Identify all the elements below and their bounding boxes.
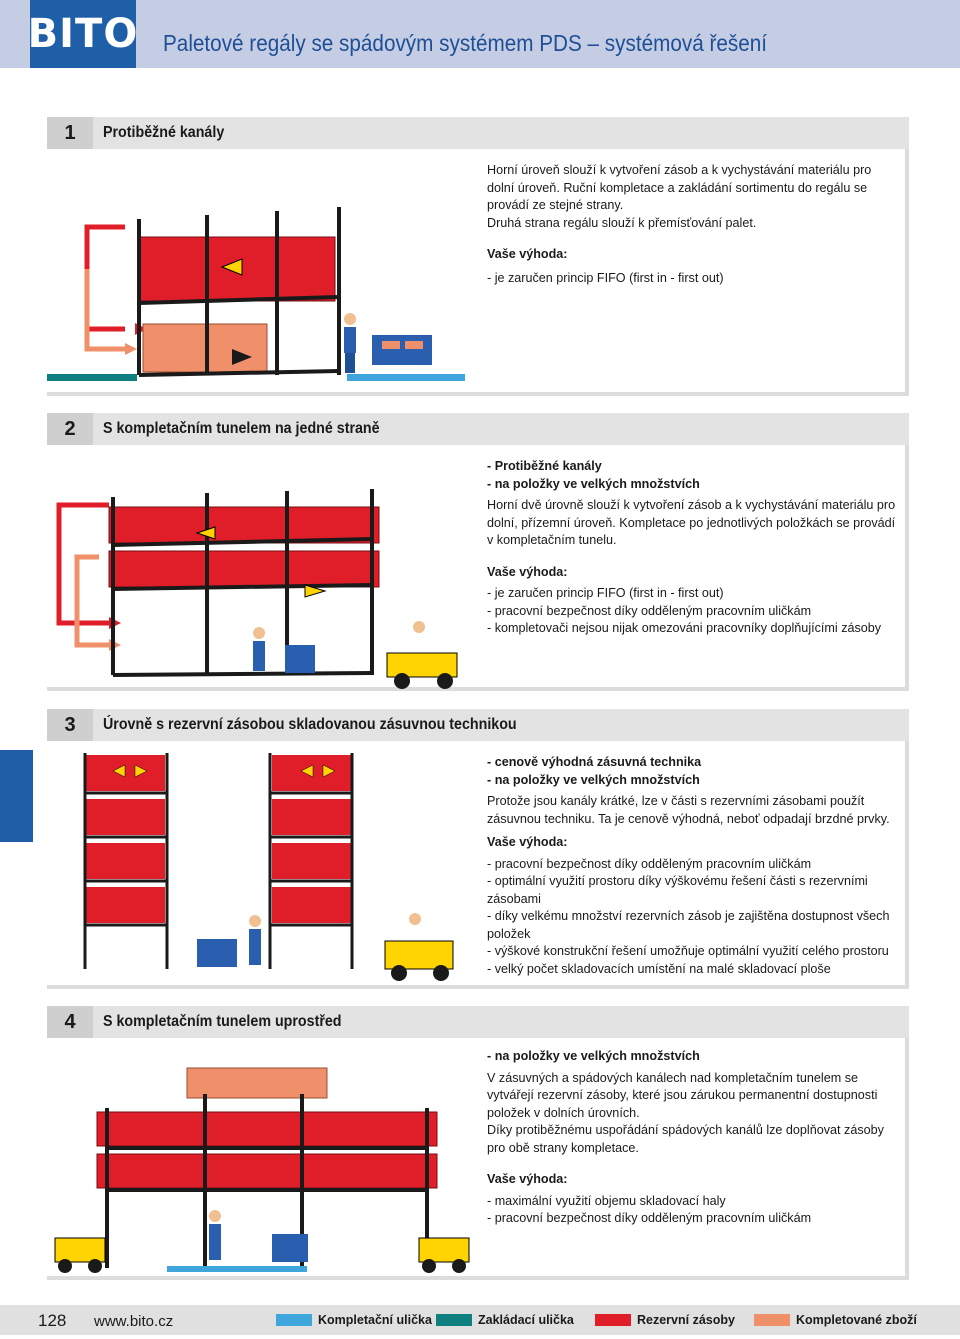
section-text [487, 1048, 897, 1228]
section-number: 2 [47, 413, 93, 445]
website-link[interactable]: www.bito.cz [94, 1313, 174, 1330]
legend-label-reserve-stock: Rezervní zásoby [637, 1313, 735, 1327]
chapter-tab [0, 750, 33, 842]
paragraph: Horní dvě úrovně slouží k vytvoření zásob a k vychystávání materiálu pro dolní, přízemní úroveň. Kompletace po jednotlivých položkách se provádí v kompletačním tunelu. [487, 498, 896, 547]
advantage-item: - pracovní bezpečnost díky odděleným pracovním uličkám [487, 856, 812, 871]
section-header [47, 1006, 909, 1038]
advantage-item: - maximální využití objemu skladovací haly [487, 1193, 726, 1208]
advantage-label: Vaše výhoda: [487, 835, 568, 849]
section-number: 3 [47, 709, 93, 741]
legend-swatch-picked-goods [754, 1314, 790, 1326]
advantage-item: - pracovní bezpečnost díky odděleným pracovním uličkám [487, 1211, 812, 1225]
section-4 [47, 1006, 909, 1282]
section-text [487, 754, 897, 978]
section-number: 1 [47, 117, 93, 149]
advantage-item: - díky velkému množství rezervních zásob je zajištěna dostupnost všech položek [487, 909, 890, 941]
advantage-item: - výškové konstrukční řešení umožňuje optimální využití celého prostoru [487, 944, 889, 958]
bito-logo: BITO [30, 0, 136, 68]
section-1 [47, 117, 909, 395]
section-title: S kompletačním tunelem uprostřed [103, 1013, 342, 1030]
advantage-label: Vaše výhoda: [487, 1172, 568, 1186]
paragraph: Druhá strana regálu slouží k přemísťování palet. [487, 215, 757, 230]
page-number: 128 [38, 1311, 67, 1330]
legend-swatch-picking-aisle [276, 1314, 312, 1326]
legend-label-picked-goods: Kompletované zboží [796, 1313, 917, 1327]
section-title: S kompletačním tunelem na jedné straně [103, 420, 380, 437]
paragraph: Horní úroveň slouží k vytvoření zásob a k vychystávání materiálu pro dolní úroveň. Ruční kompletace a zakládání sortimentu do regálu se provádí ze stejné strany. [487, 163, 872, 212]
section-header [47, 117, 909, 149]
section-title: Protiběžné kanály [103, 124, 225, 141]
key-point: - Protiběžné kanály [487, 459, 602, 473]
advantage-item: - velký počet skladovacích umístění na malé skladovací ploše [487, 961, 831, 976]
section-title: Úrovně s rezervní zásobou skladovanou zásuvnou technikou [103, 716, 517, 733]
paragraph: Protože jsou kanály krátké, lze v části s rezervními zásobami použít zásuvnou techniku. Ta je cenově výhodná, neboť odpadají brzdné prvky. [487, 794, 890, 826]
section-header [47, 709, 909, 741]
advantage-item: - kompletovači nejsou nijak omezováni pracovníky doplňujícími zásoby [487, 621, 882, 635]
advantage-item: - je zaručen princip FIFO (first in - first out) [487, 586, 724, 600]
section-text [487, 458, 897, 638]
paragraph: V zásuvných a spádových kanálech nad kompletačním tunelem se vytvářejí rezervní zásoby, které jsou zárukou permanentní dostupnosti položek v dolních úrovních. [487, 1070, 878, 1120]
section-2 [47, 413, 909, 691]
page-header [0, 0, 960, 68]
rack-illustration [47, 741, 477, 989]
key-point: - na položky ve velkých množstvích [487, 772, 700, 787]
rack-illustration [47, 1038, 477, 1278]
advantage-item: - pracovní bezpečnost díky odděleným pracovním uličkám [487, 603, 812, 618]
key-point: - na položky ve velkých množstvích [487, 1049, 700, 1063]
section-text [487, 162, 897, 287]
advantage-item: - je zaručen princip FIFO (first in - first out) [487, 270, 724, 285]
paragraph: Díky protiběžnému uspořádání spádových kanálů lze doplňovat zásoby pro obě strany kompletace. [487, 1123, 884, 1155]
section-3 [47, 709, 909, 989]
key-point: - cenově výhodná zásuvná technika [487, 755, 702, 769]
advantage-label: Vaše výhoda: [487, 247, 568, 261]
page-title: Paletové regály se spádovým systémem PDS – systémová řešení [163, 30, 768, 56]
advantage-item: - optimální využití prostoru díky výškovému řešení části s rezervními zásobami [487, 874, 868, 906]
legend-swatch-loading-aisle [436, 1314, 472, 1326]
section-number: 4 [47, 1006, 93, 1038]
legend-swatch-reserve-stock [595, 1314, 631, 1326]
advantage-label: Vaše výhoda: [487, 564, 568, 579]
section-header [47, 413, 909, 445]
rack-illustration [47, 445, 477, 691]
rack-illustration [47, 149, 477, 395]
legend-label-picking-aisle: Kompletační ulička [318, 1313, 432, 1327]
key-point: - na položky ve velkých množstvích [487, 476, 700, 491]
legend-label-loading-aisle: Zakládací ulička [478, 1313, 574, 1327]
